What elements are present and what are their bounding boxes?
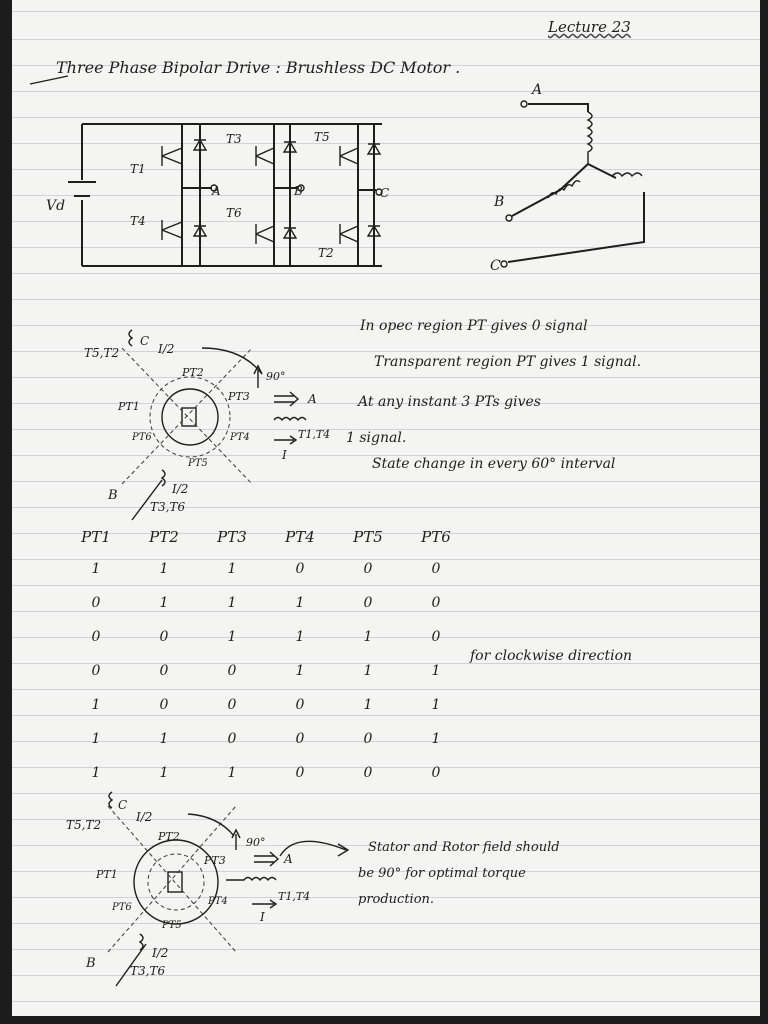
cell: 1: [295, 595, 305, 611]
cell: 1: [91, 765, 101, 781]
header-pt4: PT4: [285, 528, 315, 546]
cell: 0: [431, 595, 441, 611]
cell: 0: [363, 731, 373, 747]
cell: 0: [363, 595, 373, 611]
cell: 0: [227, 697, 237, 713]
header-pt1: PT1: [81, 528, 111, 546]
cell: 0: [431, 629, 441, 645]
t2-label: T2: [318, 246, 334, 260]
cell: 0: [363, 765, 373, 781]
cell: 0: [91, 663, 101, 679]
current-b-label-2: I/2: [152, 946, 169, 960]
note-one-signal: 1 signal.: [346, 430, 407, 446]
current-a-label: I: [282, 448, 287, 462]
node-a-label: A: [212, 184, 221, 198]
note-any-instant: At any instant 3 PTs gives: [358, 394, 541, 410]
cell: 1: [159, 595, 169, 611]
pt5-label: PT5: [188, 458, 208, 469]
winding-a-label: A: [532, 82, 543, 98]
cell: 0: [295, 697, 305, 713]
footer-note-line-3: production.: [358, 892, 435, 907]
note-transparent: Transparent region PT gives 1 signal.: [374, 354, 642, 370]
header-pt6: PT6: [421, 528, 451, 546]
pt1-label: PT1: [118, 400, 140, 413]
cell: 0: [295, 561, 305, 577]
cell: 1: [295, 663, 305, 679]
cell: 1: [431, 697, 441, 713]
coil-a-label-2: A: [284, 852, 293, 866]
direction-note: for clockwise direction: [470, 648, 633, 664]
cell: 0: [431, 561, 441, 577]
pt3-label: PT3: [228, 390, 250, 403]
cell: 1: [431, 663, 441, 679]
cell: 0: [227, 663, 237, 679]
t1-label: T1: [130, 162, 146, 176]
cell: 0: [159, 629, 169, 645]
note-state-change: State change in every 60° interval: [372, 456, 616, 472]
cell: 1: [363, 697, 373, 713]
footer-note-line-1: Stator and Rotor field should: [368, 840, 560, 855]
cell: 1: [91, 731, 101, 747]
pt4-label-2: PT4: [208, 896, 228, 907]
cell: 1: [227, 561, 237, 577]
cell: 0: [295, 731, 305, 747]
cell: 1: [363, 629, 373, 645]
cell: 1: [431, 731, 441, 747]
winding-c-label: C: [490, 258, 501, 274]
cell: 0: [295, 765, 305, 781]
footer-note-line-2: be 90° for optimal torque: [358, 866, 526, 881]
t3-label: T3: [226, 132, 242, 146]
coil-c-label: C: [140, 334, 150, 348]
pt3-label-2: PT3: [204, 854, 226, 867]
coil-b-label: B: [108, 488, 118, 503]
cell: 1: [159, 765, 169, 781]
pt4-label: PT4: [230, 432, 250, 443]
header-pt5: PT5: [353, 528, 383, 546]
pt2-label: PT2: [182, 366, 204, 379]
cell: 1: [91, 561, 101, 577]
cell: 0: [431, 765, 441, 781]
pair-a-label: T1,T4: [298, 428, 331, 441]
cell: 0: [91, 629, 101, 645]
header-pt3: PT3: [217, 528, 247, 546]
header-pt2: PT2: [149, 528, 179, 546]
lecture-number: Lecture 23: [548, 18, 631, 36]
current-c-label: I/2: [158, 342, 175, 356]
pt2-label-2: PT2: [158, 830, 180, 843]
current-b-label: I/2: [172, 482, 189, 496]
coil-c-label-2: C: [118, 798, 128, 812]
node-b-label: B: [294, 184, 303, 198]
cell: 0: [159, 697, 169, 713]
cell: 1: [159, 561, 169, 577]
cell: 0: [91, 595, 101, 611]
pair-b-label: T3,T6: [150, 500, 186, 514]
pair-c-label-2: T5,T2: [66, 818, 102, 832]
pt5-label-2: PT5: [162, 920, 182, 931]
coil-a-label: A: [308, 392, 317, 406]
pair-b-label-2: T3,T6: [130, 964, 166, 978]
cell: 1: [91, 697, 101, 713]
pt6-label-2: PT6: [112, 902, 132, 913]
current-a-label-2: I: [260, 910, 265, 924]
pt1-label-2: PT1: [96, 868, 118, 881]
coil-b-label-2: B: [86, 956, 96, 971]
cell: 1: [227, 595, 237, 611]
current-c-label-2: I/2: [136, 810, 153, 824]
pair-c-label: T5,T2: [84, 346, 120, 360]
cell: 0: [363, 561, 373, 577]
pair-a-label-2: T1,T4: [278, 890, 311, 903]
cell: 0: [227, 731, 237, 747]
node-c-label: C: [380, 186, 390, 200]
t5-label: T5: [314, 130, 330, 144]
angle-label-2: 90°: [246, 836, 266, 849]
cell: 1: [363, 663, 373, 679]
page-title: Three Phase Bipolar Drive : Brushless DC Motor .: [56, 58, 461, 77]
pt6-label: PT6: [132, 432, 152, 443]
winding-b-label: B: [494, 194, 505, 210]
cell: 1: [227, 765, 237, 781]
notebook-page: [12, 0, 760, 1016]
t6-label: T6: [226, 206, 242, 220]
note-opaque: In opec region PT gives 0 signal: [360, 318, 588, 334]
cell: 1: [159, 731, 169, 747]
cell: 1: [227, 629, 237, 645]
cell: 0: [159, 663, 169, 679]
angle-label: 90°: [266, 370, 286, 383]
supply-label: Vd: [46, 198, 66, 214]
t4-label: T4: [130, 214, 146, 228]
cell: 1: [295, 629, 305, 645]
